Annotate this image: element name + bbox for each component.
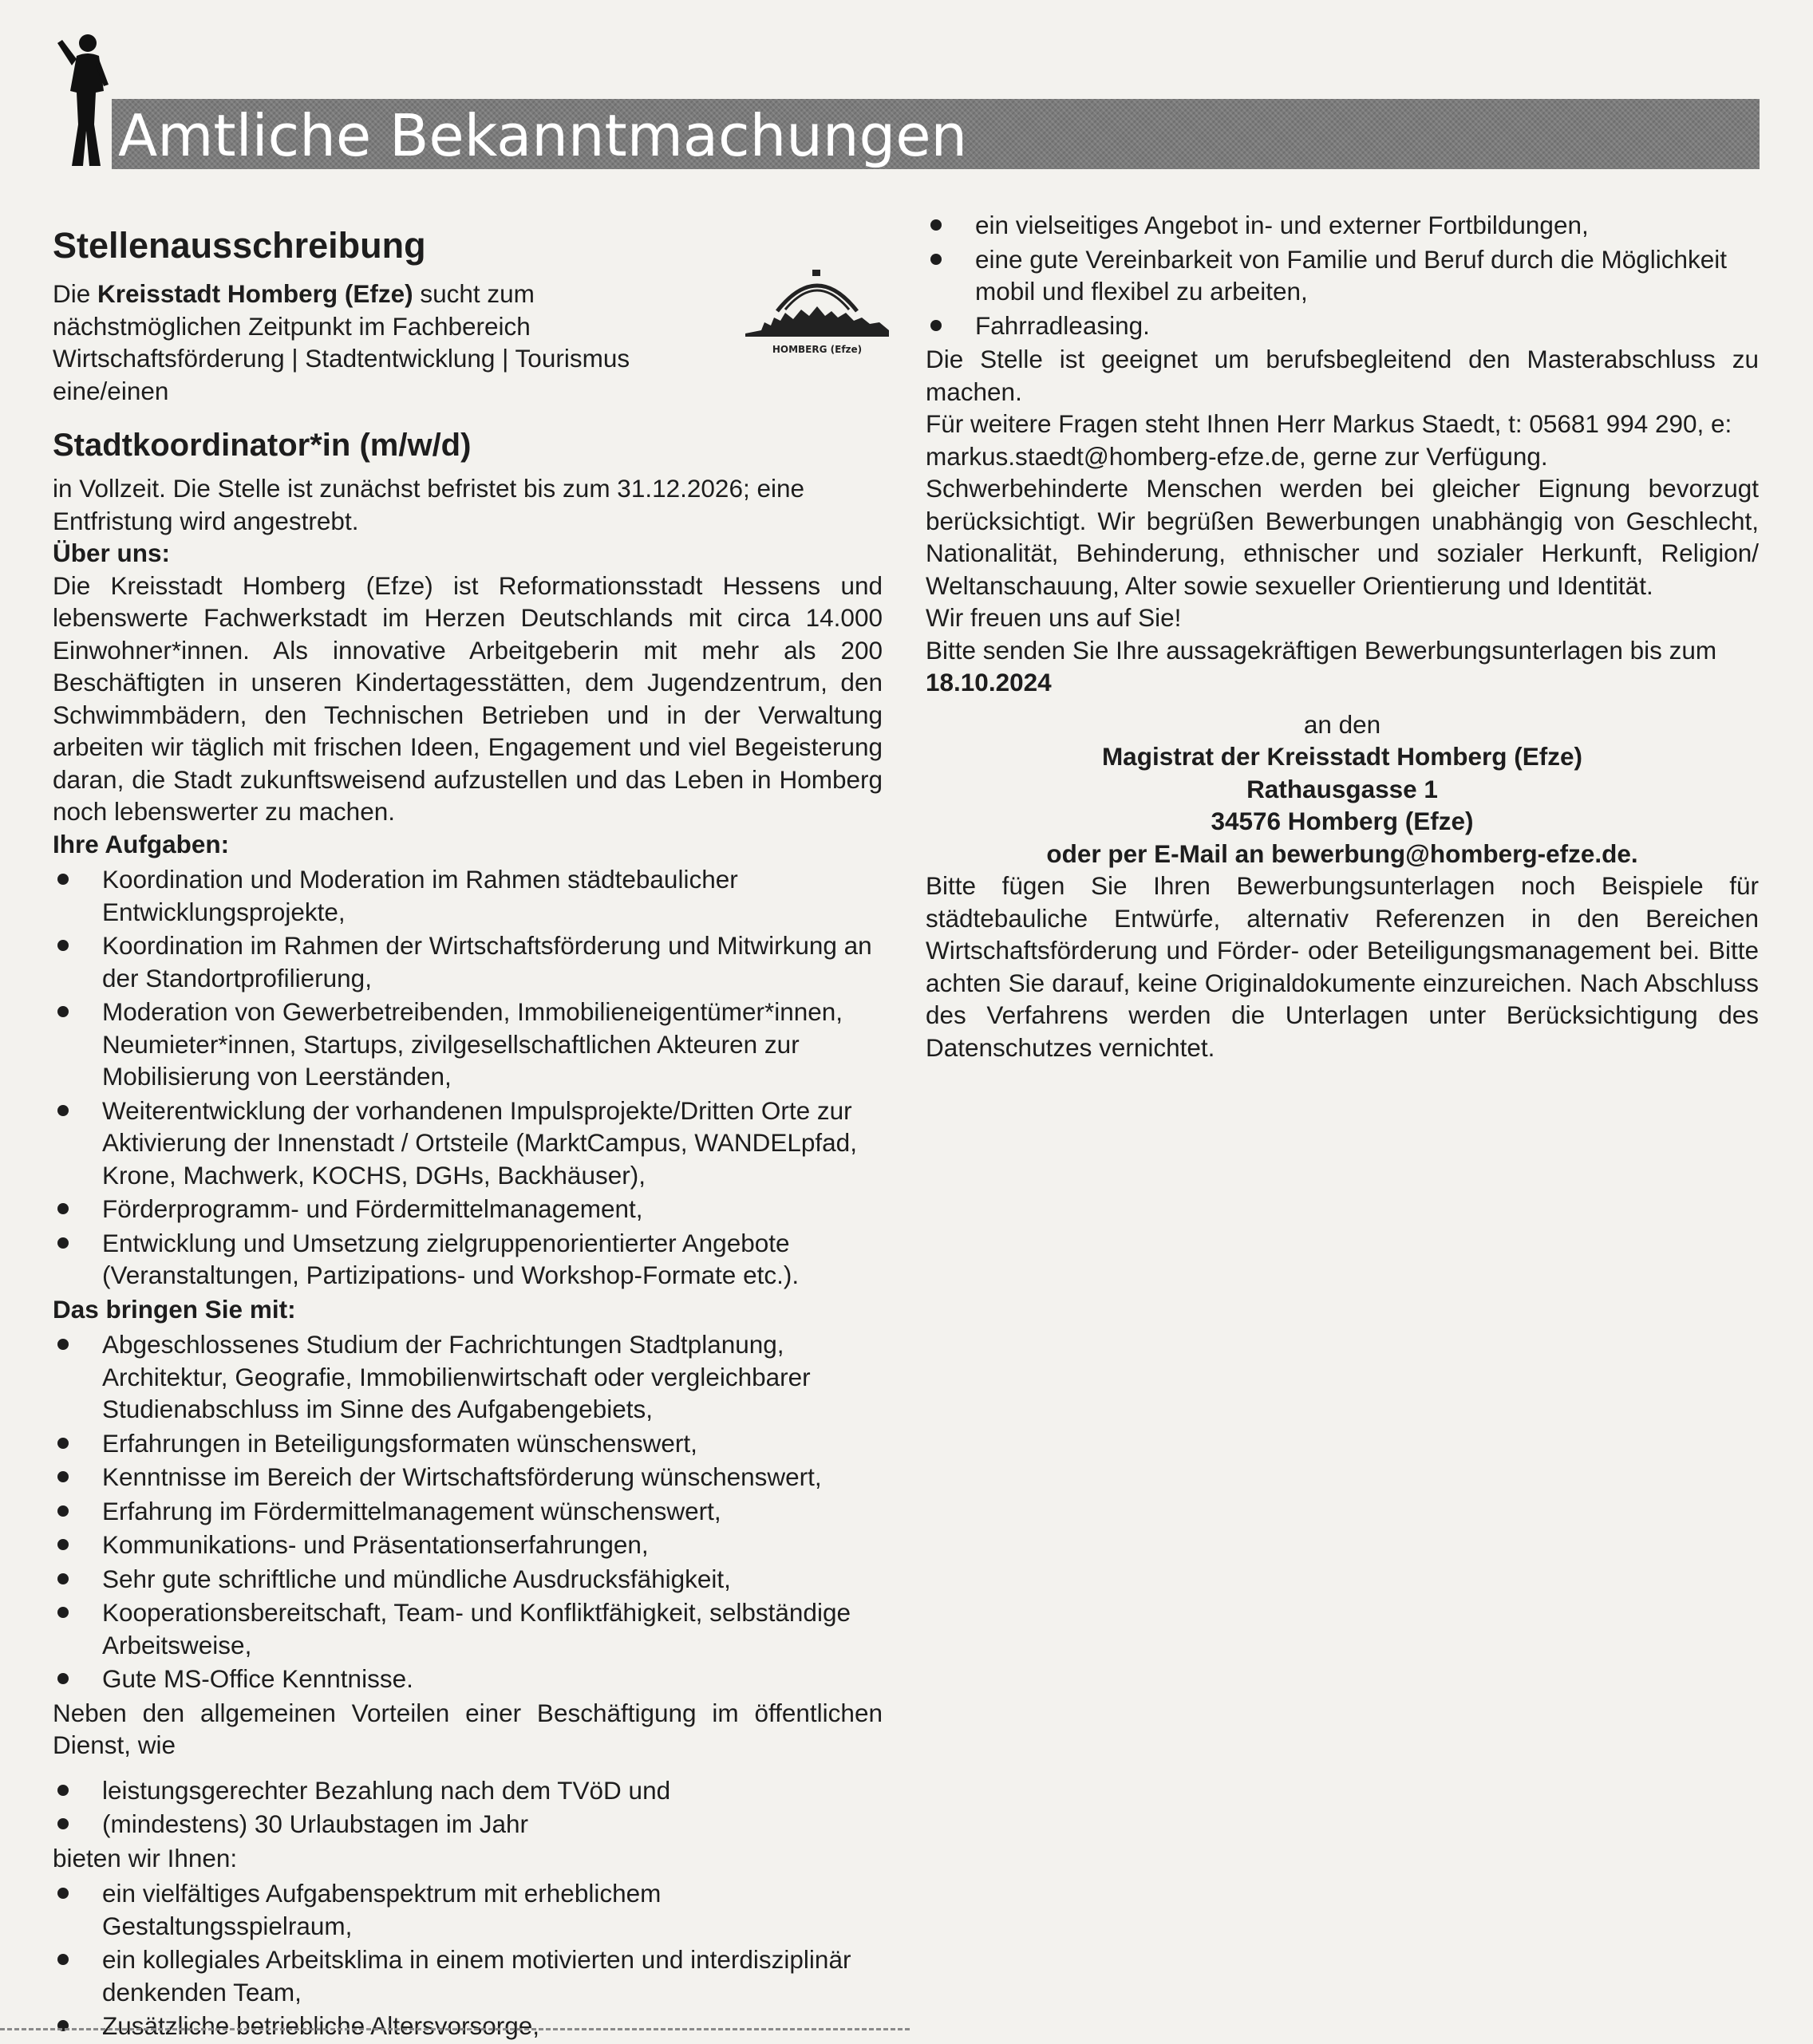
list-item: Koordination und Moderation im Rahmen städtebaulicher Entwicklungsprojekte,	[53, 863, 883, 928]
attachments-text: Bitte fügen Sie Ihren Bewerbungsunterlagen noch Beispiele für städtebauliche Entwürfe, alternativ Referenzen in den Bereichen Wirtschaftsförderung und Förder- oder Beteiligungsmanagement bei. Bitte achten Sie darauf, keine Originaldokumente einzureichen. Nach Abschluss des Verfahrens werden die Unterlagen unter Berücksichtigung des Datenschutzes vernichtet.	[926, 871, 1759, 1062]
list-item: leistungsgerechter Bezahlung nach dem TVöD und	[53, 1774, 883, 1807]
list-item: Kenntnisse im Bereich der Wirtschaftsförderung wünschenswert,	[53, 1461, 883, 1494]
list-item: Entwicklung und Umsetzung zielgruppenorientierter Angebote (Veranstaltungen, Partizipations- und Workshop-Formate etc.).	[53, 1227, 883, 1292]
offer-intro: bieten wir Ihnen:	[53, 1843, 238, 1872]
address-line-2: Rathausgasse 1	[1246, 774, 1438, 803]
list-item: eine gute Vereinbarkeit von Familie und Beruf durch die Möglichkeit mobil und flexibel zu arbeiten,	[926, 243, 1759, 308]
equality-text: Schwerbehinderte Menschen werden bei gleicher Eignung bevorzugt berücksichtigt. Wir begrüßen Bewerbungen unabhängig von Geschlecht, Nationalität, Behinderung, ethnischer und sozialer Herkunft, Religion/ Weltanschauung, Alter sowie sexueller Orientierung und Identität.	[926, 474, 1759, 600]
right-column	[926, 209, 1759, 1063]
list-item: Kooperationsbereitschaft, Team- und Konfliktfähigkeit, selbständige Arbeitsweise,	[53, 1596, 883, 1661]
intro-post: sucht zum nächstmöglichen Zeitpunkt im Fachbereich Wirtschaftsförderung | Stadtentwicklung | Tourismus eine/einen	[53, 279, 630, 405]
deadline-text: Bitte senden Sie Ihre aussagekräftigen Bewerbungsunterlagen bis zum	[926, 635, 1717, 665]
about-text: Die Kreisstadt Homberg (Efze) ist Reformationsstadt Hessens und lebenswerte Fachwerkstadt im Herzen Deutschlands mit circa 14.000 Einwohner*innen. Als innovative Arbeitgeberin mit mehr als 200 Beschäftigten in unseren Kindertagesstätten, dem Jugendzentrum, den Schwimmbädern, den Technischen Betrieben und in der Verwaltung arbeiten wir täglich mit frischen Ideen, Engagement und viel Begeisterung daran, die Stadt zukunftsweisend aufzustellen und das Leben in Homberg noch lebenswerter zu machen.	[53, 570, 883, 826]
intro-employer: Kreisstadt Homberg (Efze)	[97, 279, 413, 308]
list-item: Kommunikations- und Präsentationserfahrungen,	[53, 1529, 883, 1561]
address-line-1: Magistrat der Kreisstadt Homberg (Efze)	[1101, 742, 1583, 771]
offer-list-left	[53, 1877, 883, 2042]
address-line-4: oder per E-Mail an bewerbung@homberg-efze.de.	[1046, 839, 1638, 868]
closing-text: Wir freuen uns auf Sie!	[926, 603, 1182, 632]
list-item: Weiterentwicklung der vorhandenen Impulsprojekte/Dritten Orte zur Aktivierung der Innenstadt / Ortsteile (MarktCampus, WANDELpfad, Krone, Machwerk, KOCHS, DGHs, Backhäuser),	[53, 1095, 883, 1192]
left-column	[53, 209, 883, 2044]
list-item: Fahrradleasing.	[926, 310, 1759, 342]
intro-text	[53, 278, 691, 407]
logo-text: HOMBERG (Efze)	[772, 344, 863, 355]
contact-text: Für weitere Fragen steht Ihnen Herr Markus Staedt, t: 05681 994 290, e: markus.staedt@homberg-efze.de, gerne zur Verfügung.	[926, 409, 1732, 471]
list-item: ein kollegiales Arbeitsklima in einem motivierten und interdisziplinär denkenden Team,	[53, 1943, 883, 2008]
list-item: Moderation von Gewerbetreibenden, Immobilieneigentümer*innen, Neumieter*innen, Startups, zivilgesellschaftlichen Akteuren zur Mobilisierung von Leerständen,	[53, 996, 883, 1093]
list-item: Erfahrungen in Beteiligungsformaten wünschenswert,	[53, 1427, 883, 1460]
deadline-date: 18.10.2024	[926, 668, 1052, 696]
list-item: Erfahrung im Fördermittelmanagement wünschenswert,	[53, 1495, 883, 1528]
benefits-intro: Neben den allgemeinen Vorteilen einer Beschäftigung im öffentlichen Dienst, wie	[53, 1698, 883, 1759]
tasks-heading: Ihre Aufgaben:	[53, 829, 230, 858]
bottom-divider	[0, 2028, 910, 2030]
address-to: an den	[1303, 709, 1381, 739]
master-note: Die Stelle ist geeignet um berufsbegleitend den Masterabschluss zu machen.	[926, 345, 1759, 406]
list-item: Zusätzliche betriebliche Altersvorsorge,	[53, 2010, 883, 2042]
address-line-3: 34576 Homberg (Efze)	[1211, 807, 1474, 835]
page-header	[0, 0, 1813, 191]
about-heading: Über uns:	[53, 539, 171, 567]
intro-pre: Die	[53, 279, 98, 308]
list-item: Koordination im Rahmen der Wirtschaftsförderung und Mitwirkung an der Standortprofilierung,	[53, 929, 883, 994]
ad-title: Stellenausschreibung	[53, 225, 426, 266]
list-item: ein vielseitiges Angebot in- und externer Fortbildungen,	[926, 209, 1759, 242]
list-item: Abgeschlossenes Studium der Fachrichtungen Stadtplanung, Architektur, Geografie, Immobilienwirtschaft oder vergleichbarer Studienabschluss im Sinne des Aufgabengebiets,	[53, 1328, 883, 1426]
profile-list	[53, 1328, 883, 1695]
tasks-list	[53, 863, 883, 1292]
list-item: (mindestens) 30 Urlaubstagen im Jahr	[53, 1808, 883, 1841]
profile-heading: Das bringen Sie mit:	[53, 1294, 296, 1324]
section-title: Amtliche Bekanntmachungen	[118, 102, 968, 169]
list-item: Sehr gute schriftliche und mündliche Ausdrucksfähigkeit,	[53, 1563, 883, 1596]
list-item: Förderprogramm- und Fördermittelmanagement,	[53, 1193, 883, 1225]
employment-text: in Vollzeit. Die Stelle ist zunächst befristet bis zum 31.12.2026; eine Entfristung wird angestrebt.	[53, 474, 805, 535]
list-item: ein vielfältiges Aufgabenspektrum mit erheblichem Gestaltungsspielraum,	[53, 1877, 883, 1942]
position-title: Stadtkoordinator*in (m/w/d)	[53, 428, 472, 463]
list-item: Gute MS-Office Kenntnisse.	[53, 1663, 883, 1695]
offer-list-right	[926, 209, 1759, 341]
public-benefits-list	[53, 1774, 883, 1841]
homberg-logo	[729, 254, 905, 357]
